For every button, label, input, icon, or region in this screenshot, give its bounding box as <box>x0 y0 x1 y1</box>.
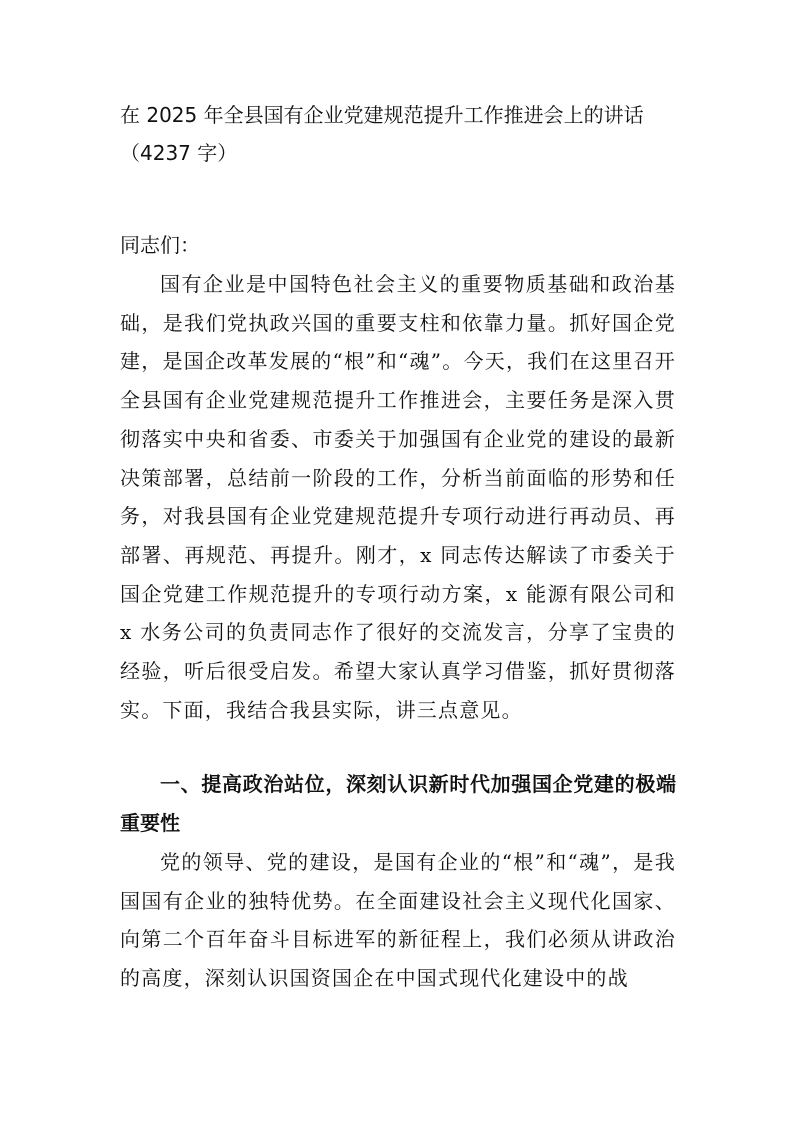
salutation: 同志们： <box>120 233 200 257</box>
paragraph-section-1: 党的领导、党的建设，是国有企业的“根”和“魂”，是我国国有企业的独特优势。在全面建设社会主义现代化国家、向第二个百年奋斗目标进军的新征程上，我们必须从讲政治的高度，深刻认识国资国企在中国式现代化建设中的战 <box>120 850 676 991</box>
section-heading-1: 一、提高政治站位，深刻认识新时代加强国企党建的极端重要性 <box>120 772 676 835</box>
paragraph-intro: 国有企业是中国特色社会主义的重要物质基础和政治基础，是我们党执政兴国的重要支柱和依靠力量。抓好国企党建，是国企改革发展的“根”和“魂”。今天，我们在这里召开全县国有企业党建规范提升工作推进会，主要任务是深入贯彻落实中央和省委、市委关于加强国有企业党的建设的最新决策部署，总结前一阶段的工作，分析当前面临的形势和任务，对我县国有企业党建规范提升专项行动进行再动员、再部署、再规范、再提升。刚才，x 同志传达解读了市委关于国企党建工作规范提升的专项行动方案，x 能源有限公司和 x 水务公司的负责同志作了很好的交流发言，分享了宝贵的经验，听后很受启发。希望大家认真学习借鉴，抓好贯彻落实。下面，我结合我县实际，讲三点意见。 <box>120 272 676 722</box>
document-title: 在 2025 年全县国有企业党建规范提升工作推进会上的讲话（4237 字） <box>120 103 644 165</box>
